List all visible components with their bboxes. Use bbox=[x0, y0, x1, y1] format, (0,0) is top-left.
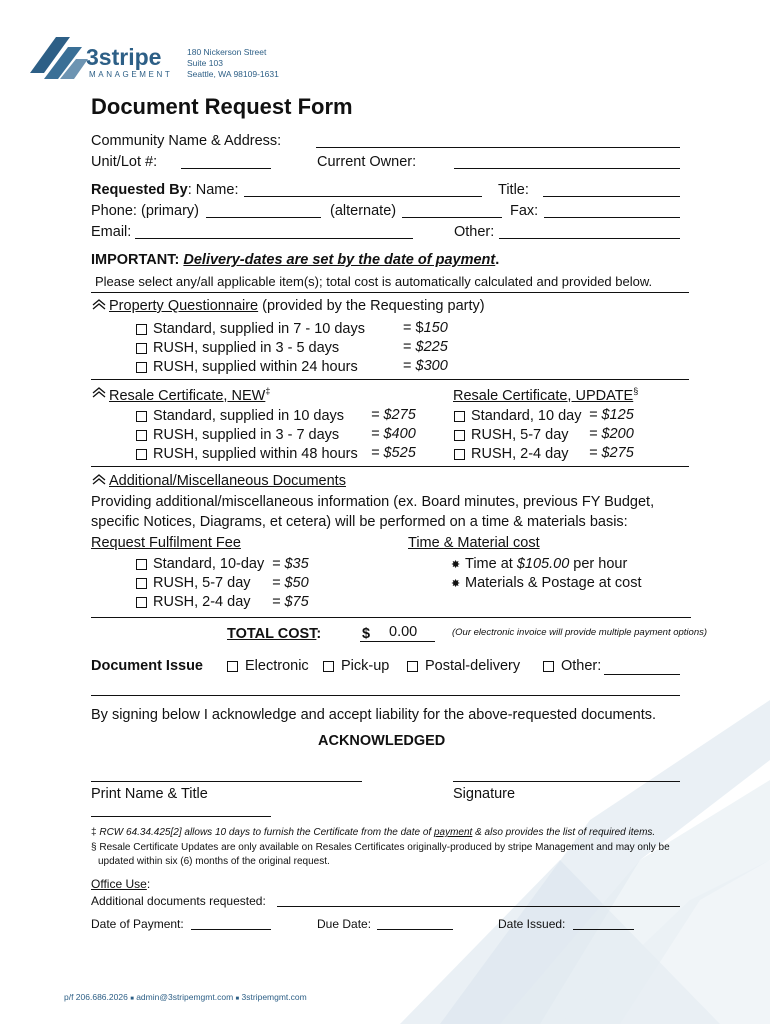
due-date-label: Due Date: bbox=[317, 917, 372, 931]
resale-update-rush-checkbox[interactable] bbox=[454, 430, 465, 441]
important-notice: IMPORTANT: Delivery-dates are set by the date of payment. bbox=[91, 252, 500, 268]
issue-postal-label: Postal-delivery bbox=[425, 658, 521, 674]
questionnaire-rush-price: = $225 bbox=[403, 339, 448, 355]
misc-heading: Additional/Miscellaneous Documents bbox=[109, 473, 346, 489]
footnote-2-cont: updated within six (6) months of the original request. bbox=[98, 856, 330, 867]
questionnaire-heading: Property Questionnaire (provided by the Requesting party) bbox=[109, 298, 485, 314]
resale-new-48h-checkbox[interactable] bbox=[136, 449, 147, 460]
divider-3 bbox=[91, 466, 689, 467]
date-issued-field[interactable] bbox=[573, 929, 634, 930]
fee-rush-label: RUSH, 5-7 day bbox=[153, 575, 251, 591]
fee-heading: Request Fulfilment Fee bbox=[91, 535, 241, 551]
issue-electronic-checkbox[interactable] bbox=[227, 661, 238, 672]
title-label: Title: bbox=[498, 182, 529, 198]
divider-2 bbox=[91, 379, 689, 380]
address-line-2: Suite 103 bbox=[187, 58, 223, 68]
issue-other-checkbox[interactable] bbox=[543, 661, 554, 672]
issue-other-field[interactable] bbox=[604, 674, 680, 675]
alternate-label: (alternate) bbox=[330, 203, 397, 219]
community-field[interactable] bbox=[316, 147, 680, 148]
questionnaire-rush-label: RUSH, supplied in 3 - 5 days bbox=[153, 340, 340, 356]
phone-field[interactable] bbox=[206, 217, 321, 218]
name-field[interactable] bbox=[244, 196, 482, 197]
resale-update-standard-price: = $125 bbox=[589, 407, 634, 423]
requested-by-label: Requested By: Name: bbox=[91, 182, 239, 198]
questionnaire-standard-price: = $150 bbox=[403, 320, 448, 336]
resale-update-rush-label: RUSH, 5-7 day bbox=[471, 427, 569, 443]
unit-field[interactable] bbox=[181, 168, 271, 169]
tm-materials: Materials & Postage at cost bbox=[465, 575, 642, 591]
signature-label: Signature bbox=[453, 786, 516, 802]
selection-note: Please select any/all applicable item(s); total cost is automatically calculated and provided below. bbox=[95, 274, 653, 289]
tm-time-rate: Time at $105.00 per hour bbox=[465, 556, 628, 572]
chevron-bullet-icon bbox=[92, 387, 106, 399]
title-field[interactable] bbox=[543, 196, 680, 197]
questionnaire-24h-label: RUSH, supplied within 24 hours bbox=[153, 359, 358, 375]
resale-update-2-4-price: = $275 bbox=[589, 445, 634, 461]
fee-standard-price: = $35 bbox=[272, 556, 309, 572]
issue-electronic-label: Electronic bbox=[245, 658, 309, 674]
chevron-bullet-icon bbox=[92, 299, 106, 311]
issue-pickup-label: Pick-up bbox=[341, 658, 390, 674]
resale-new-48h-price: = $525 bbox=[371, 445, 416, 461]
page-title: Document Request Form bbox=[91, 94, 353, 119]
date-of-payment-label: Date of Payment: bbox=[91, 917, 184, 931]
fee-2-4-price: = $75 bbox=[272, 594, 309, 610]
fee-standard-label: Standard, 10-day bbox=[153, 556, 265, 572]
footnote-divider bbox=[91, 816, 271, 817]
fee-standard-checkbox[interactable] bbox=[136, 559, 147, 570]
resale-update-2-4-label: RUSH, 2-4 day bbox=[471, 446, 569, 462]
fee-rush-price: = $50 bbox=[272, 575, 309, 591]
address-line-3: Seattle, WA 98109-1631 bbox=[187, 69, 279, 79]
unit-label: Unit/Lot #: bbox=[91, 154, 158, 170]
total-cost-underline bbox=[360, 641, 435, 642]
issue-other-label: Other: bbox=[561, 658, 602, 674]
date-of-payment-field[interactable] bbox=[191, 929, 271, 930]
questionnaire-24h-price: = $300 bbox=[403, 358, 448, 374]
owner-field[interactable] bbox=[454, 168, 680, 169]
phone-label: Phone: (primary) bbox=[91, 203, 199, 219]
total-cost-value[interactable]: 0.00 bbox=[389, 624, 418, 640]
resale-update-heading: Resale Certificate, UPDATE§ bbox=[453, 386, 639, 404]
logo-wordmark: 3stripe bbox=[86, 44, 162, 70]
footnote-2: § Resale Certificate Updates are only available on Resales Certificates originally-produced by stripe Management and may only be bbox=[91, 842, 670, 853]
chevron-bullet-icon bbox=[92, 474, 106, 486]
fee-rush-checkbox[interactable] bbox=[136, 578, 147, 589]
resale-update-standard-checkbox[interactable] bbox=[454, 411, 465, 422]
resale-new-rush-checkbox[interactable] bbox=[136, 430, 147, 441]
star-bullet-icon: ✸ bbox=[451, 578, 461, 590]
address-line-1: 180 Nickerson Street bbox=[187, 47, 267, 57]
resale-update-2-4-checkbox[interactable] bbox=[454, 449, 465, 460]
issue-postal-checkbox[interactable] bbox=[407, 661, 418, 672]
alternate-field[interactable] bbox=[402, 217, 502, 218]
fax-field[interactable] bbox=[544, 217, 680, 218]
email-field[interactable] bbox=[135, 238, 413, 239]
footnote-1: ‡ RCW 64.34.425[2] allows 10 days to furnish the Certificate from the date of payment & also provides the list of required items. bbox=[91, 827, 656, 838]
logo-subtitle: MANAGEMENT bbox=[89, 70, 173, 79]
logo-chevron-icon bbox=[30, 33, 88, 79]
acknowledgement-text: By signing below I acknowledge and accept liability for the above-requested documents. bbox=[91, 707, 657, 723]
questionnaire-standard-checkbox[interactable] bbox=[136, 324, 147, 335]
resale-new-rush-label: RUSH, supplied in 3 - 7 days bbox=[153, 427, 340, 443]
signature-field[interactable] bbox=[453, 781, 680, 782]
footer-contact: p/f 206.686.2026 ■ admin@3stripemgmt.com ■ 3stripemgmt.com bbox=[64, 992, 307, 1002]
misc-description-1: Providing additional/miscellaneous information (ex. Board minutes, previous FY Budget, bbox=[91, 494, 655, 510]
questionnaire-rush-checkbox[interactable] bbox=[136, 343, 147, 354]
divider-5 bbox=[91, 695, 680, 696]
fee-2-4-label: RUSH, 2-4 day bbox=[153, 594, 251, 610]
resale-new-standard-label: Standard, supplied in 10 days bbox=[153, 408, 345, 424]
total-currency: $ bbox=[362, 626, 371, 642]
owner-label: Current Owner: bbox=[317, 154, 417, 170]
questionnaire-24h-checkbox[interactable] bbox=[136, 362, 147, 373]
acknowledged-heading: ACKNOWLEDGED bbox=[318, 733, 446, 749]
resale-new-standard-price: = $275 bbox=[371, 407, 416, 423]
date-issued-label: Date Issued: bbox=[498, 917, 566, 931]
print-name-label: Print Name & Title bbox=[91, 786, 208, 802]
resale-new-rush-price: = $400 bbox=[371, 426, 416, 442]
due-date-field[interactable] bbox=[377, 929, 453, 930]
star-bullet-icon: ✸ bbox=[451, 559, 461, 571]
divider-4 bbox=[91, 617, 691, 618]
document-issue-label: Document Issue bbox=[91, 658, 203, 674]
misc-description-2: specific Notices, Diagrams, et cetera) will be performed on a time & materials basis: bbox=[91, 514, 628, 530]
tm-heading: Time & Material cost bbox=[408, 535, 540, 551]
total-cost-label: TOTAL COST: bbox=[227, 626, 322, 642]
email-label: Email: bbox=[91, 224, 132, 240]
additional-docs-field[interactable] bbox=[277, 906, 680, 907]
issue-pickup-checkbox[interactable] bbox=[323, 661, 334, 672]
resale-new-standard-checkbox[interactable] bbox=[136, 411, 147, 422]
resale-new-48h-label: RUSH, supplied within 48 hours bbox=[153, 446, 358, 462]
divider-1 bbox=[91, 292, 689, 293]
print-name-field[interactable] bbox=[91, 781, 362, 782]
fax-label: Fax: bbox=[510, 203, 539, 219]
other-field[interactable] bbox=[499, 238, 680, 239]
additional-docs-label: Additional documents requested: bbox=[91, 894, 266, 908]
resale-update-rush-price: = $200 bbox=[589, 426, 634, 442]
fee-2-4-checkbox[interactable] bbox=[136, 597, 147, 608]
resale-new-heading: Resale Certificate, NEW‡ bbox=[109, 386, 271, 404]
office-use-heading: Office Use: bbox=[91, 877, 151, 891]
total-note: (Our electronic invoice will provide multiple payment options) bbox=[452, 627, 708, 638]
community-label: Community Name & Address: bbox=[91, 133, 282, 149]
questionnaire-standard-label: Standard, supplied in 7 - 10 days bbox=[153, 321, 365, 337]
resale-update-standard-label: Standard, 10 day bbox=[471, 408, 582, 424]
other-label: Other: bbox=[454, 224, 495, 240]
